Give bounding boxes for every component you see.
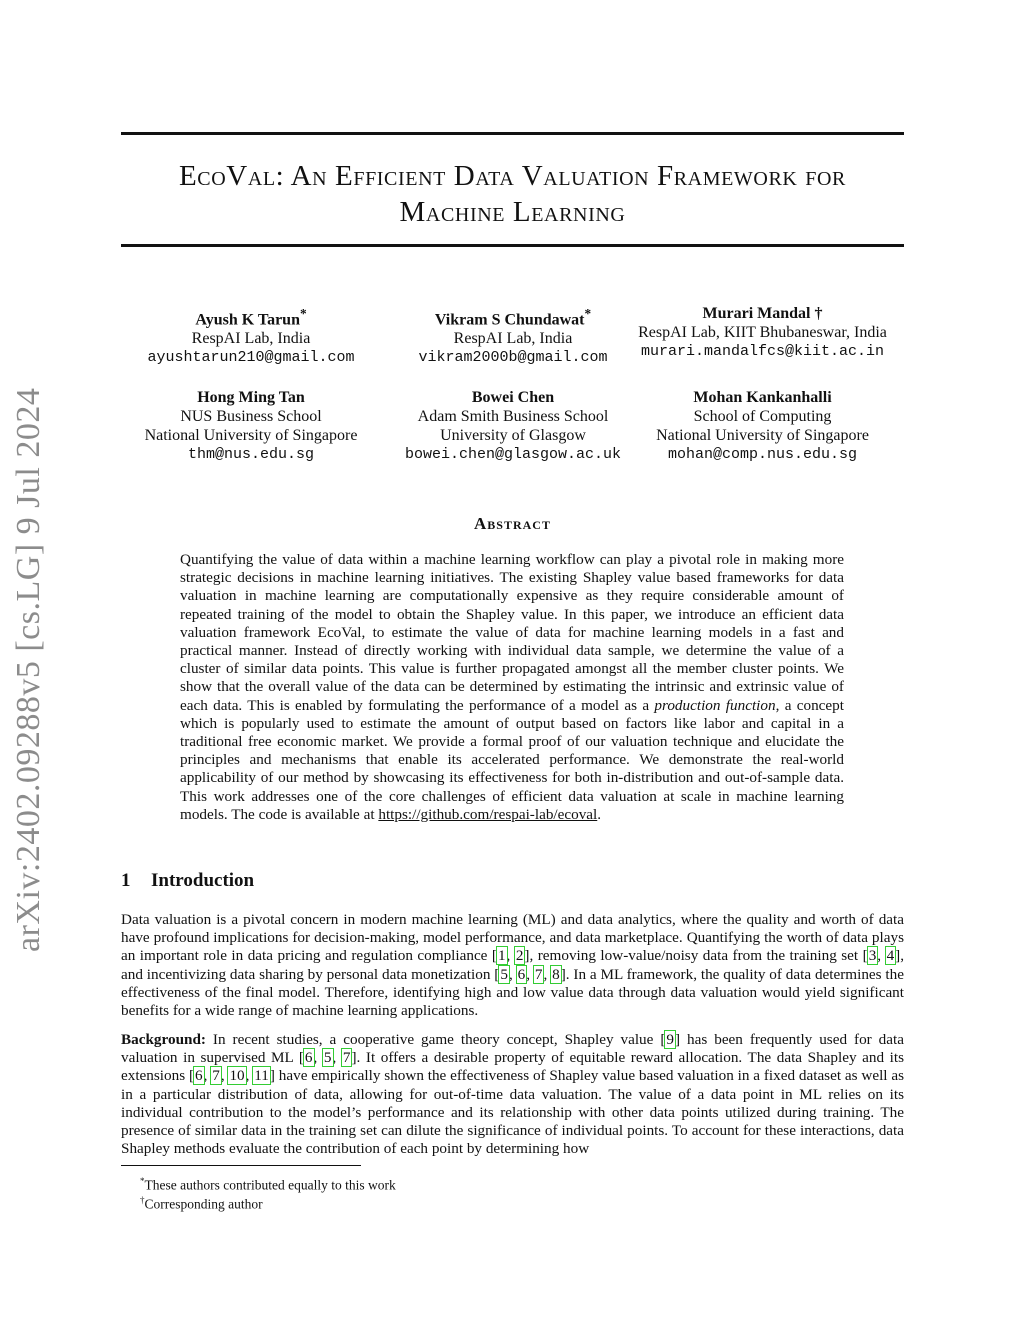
author-block bbox=[621, 388, 904, 464]
author-affiliation: National University of Singapore bbox=[656, 427, 869, 444]
author-block bbox=[621, 304, 904, 361]
footnote-2: †Corresponding author bbox=[140, 1195, 263, 1212]
author-name: Mohan Kankanhalli bbox=[693, 389, 832, 406]
citation-link[interactable]: 4 bbox=[886, 947, 895, 965]
author-affiliation: School of Computing bbox=[693, 408, 832, 425]
body-text: , bbox=[245, 1067, 254, 1085]
footnote-1: *These authors contributed equally to this work bbox=[140, 1176, 396, 1193]
title-line-2: Machine Learning bbox=[399, 196, 626, 228]
author-email[interactable]: murari.mandalfcs@kiit.ac.in bbox=[640, 343, 885, 360]
author-name: Vikram S Chundawat* bbox=[434, 306, 592, 329]
body-text: ]. It offers a desirable property of equitable reward allocation. The data Shapley and its extensions [ bbox=[121, 1049, 905, 1085]
arxiv-stamp: arXiv:2402.09288v5 [cs.LG] 9 Jul 2024 bbox=[10, 387, 47, 952]
title-bottom-rule bbox=[121, 244, 904, 247]
body-text: ]. In a ML framework, the quality of data determines the effectiveness of the final model. Therefore, identifying high and low value data through data valuation would yield significant benefits for a wide range of machine learning applications. bbox=[121, 965, 904, 1020]
citation-link[interactable]: 5 bbox=[500, 965, 508, 983]
citation-link[interactable]: 6 bbox=[304, 1049, 313, 1067]
body-text: ], and incentivizing data sharing by personal data monetization [ bbox=[121, 947, 905, 983]
author-affiliation: University of Glasgow bbox=[440, 427, 586, 444]
body-text: In recent studies, a cooperative game theory concept, Shapley value [ bbox=[205, 1031, 666, 1048]
author-block bbox=[383, 388, 643, 464]
author-affiliation: RespAI Lab, India bbox=[191, 330, 311, 348]
author-block bbox=[121, 388, 381, 464]
author-email[interactable]: ayushtarun210@gmail.com bbox=[147, 349, 355, 367]
title-top-rule bbox=[121, 132, 904, 135]
citation-link[interactable]: 9 bbox=[666, 1031, 674, 1048]
author-affiliation: NUS Business School bbox=[180, 408, 322, 425]
citation-link[interactable]: 6 bbox=[195, 1067, 203, 1085]
body-text: , bbox=[877, 947, 886, 965]
section-heading bbox=[121, 870, 254, 892]
author-name: Bowei Chen bbox=[471, 389, 555, 406]
body-text: , bbox=[526, 965, 534, 983]
citation-link[interactable]: 7 bbox=[534, 965, 543, 983]
author-email[interactable]: bowei.chen@glasgow.ac.uk bbox=[404, 446, 622, 463]
body-text: , bbox=[508, 965, 517, 983]
section-number: 1 bbox=[121, 870, 131, 891]
title-line-1: EcoVal: An Efficient Data Valuation Framework for bbox=[178, 160, 846, 192]
citation-link[interactable]: 6 bbox=[517, 965, 526, 983]
citation-link[interactable]: 1 bbox=[497, 947, 506, 965]
citation-link[interactable]: 3 bbox=[868, 947, 877, 965]
citation-link[interactable]: 5 bbox=[323, 1049, 332, 1067]
body-text: , bbox=[203, 1067, 212, 1085]
abstract-heading: Abstract bbox=[474, 514, 551, 533]
intro-paragraph-1 bbox=[121, 911, 904, 1020]
body-text: Data valuation is a pivotal concern in modern machine learning (ML) and data analytics, where the quality and worth of data have profound implications for decision-making, model performance, and data marketplace. Quantifying the worth of data plays an important role in data pricing and regulation compliance [ bbox=[121, 911, 904, 965]
author-affiliation: RespAI Lab, KIIT Bhubaneswar, India bbox=[638, 324, 887, 341]
author-affiliation: RespAI Lab, India bbox=[453, 330, 573, 348]
author-block bbox=[121, 304, 381, 367]
author-email[interactable]: mohan@comp.nus.edu.sg bbox=[667, 446, 858, 463]
citation-link[interactable]: 2 bbox=[515, 947, 524, 965]
citation-link[interactable]: 7 bbox=[342, 1049, 351, 1067]
body-text: , bbox=[506, 947, 515, 965]
citation-link[interactable]: 10 bbox=[229, 1067, 245, 1085]
paper-title bbox=[121, 158, 904, 230]
author-name: Hong Ming Tan bbox=[197, 389, 305, 406]
citation-link[interactable]: 7 bbox=[212, 1067, 220, 1085]
section-title: Introduction bbox=[151, 870, 255, 891]
citation-link[interactable]: 11 bbox=[254, 1067, 269, 1085]
background-label: Background: bbox=[121, 1031, 206, 1048]
body-text: ] have empirically shown the effectiveness of Shapley value based valuation in a fixed dataset as well as in a particular distribution of data, allowing for out-of-time data valuation. The value of a data point in ML relies on its individual contribution to the model’s performance and its relationship with other data points utilized during training. The presence of similar data in the training set can dilute the significance of individual points. To account for these interactions, data Shapley methods evaluate the contribution of each point by determining how bbox=[121, 1067, 904, 1158]
body-text: , bbox=[220, 1067, 229, 1085]
author-affiliation: Adam Smith Business School bbox=[417, 408, 609, 425]
author-email[interactable]: thm@nus.edu.sg bbox=[187, 446, 315, 463]
intro-paragraph-2 bbox=[121, 1031, 904, 1158]
author-email[interactable]: vikram2000b@gmail.com bbox=[418, 349, 608, 367]
body-text: , bbox=[332, 1049, 342, 1067]
body-text: , bbox=[543, 965, 552, 983]
abstract-text: Quantifying the value of data within a machine learning workflow can play a pivotal role in making more strategic decisions in machine learning initiatives. The existing Shapley value based frameworks for data valuation in machine learning are computationally expensive as they require considerable amount of repeated training of the model to obtain the Shapley value. In this paper, we introduce an efficient data valuation framework EcoVal, to estimate the value of data for machine learning models in a fast and practical manner. Instead of directly working with individual data sample, we determine the value of a cluster of similar data points. This value is further propagated amongst all the member cluster points. We show that the overall value of the data can be determined by estimating the intrinsic and extrinsic value of each data. This is enabled by formulating the performance of a model as a production function, a concept which is popularly used to estimate the amount of output based on factors like labor and capital in a traditional free economic market. We provide a formal proof of our valuation technique and elucidate the principles and mechanisms that enable its accelerated performance. We demonstrate the real-world applicability of our method by showcasing its effectiveness for both in-distribution and out-of-sample data. This work addresses one of the core challenges of efficient data valuation at scale in machine learning models. The code is available at https://github.com/respai-lab/ecoval. bbox=[180, 551, 844, 823]
author-affiliation: National University of Singapore bbox=[144, 427, 358, 444]
code-link[interactable]: https://github.com/respai-lab/ecoval bbox=[378, 805, 598, 823]
citation-link[interactable]: 8 bbox=[552, 965, 560, 983]
footnote-rule bbox=[121, 1165, 361, 1166]
author-name: Murari Mandal † bbox=[702, 305, 823, 322]
author-block bbox=[383, 304, 643, 367]
body-text: ] has been frequently used for data valuation in supervised ML [ bbox=[121, 1031, 904, 1067]
body-text: ], removing low-value/noisy data from the training set [ bbox=[524, 947, 868, 965]
author-name: Ayush K Tarun* bbox=[195, 306, 307, 329]
body-text: , bbox=[313, 1049, 323, 1067]
